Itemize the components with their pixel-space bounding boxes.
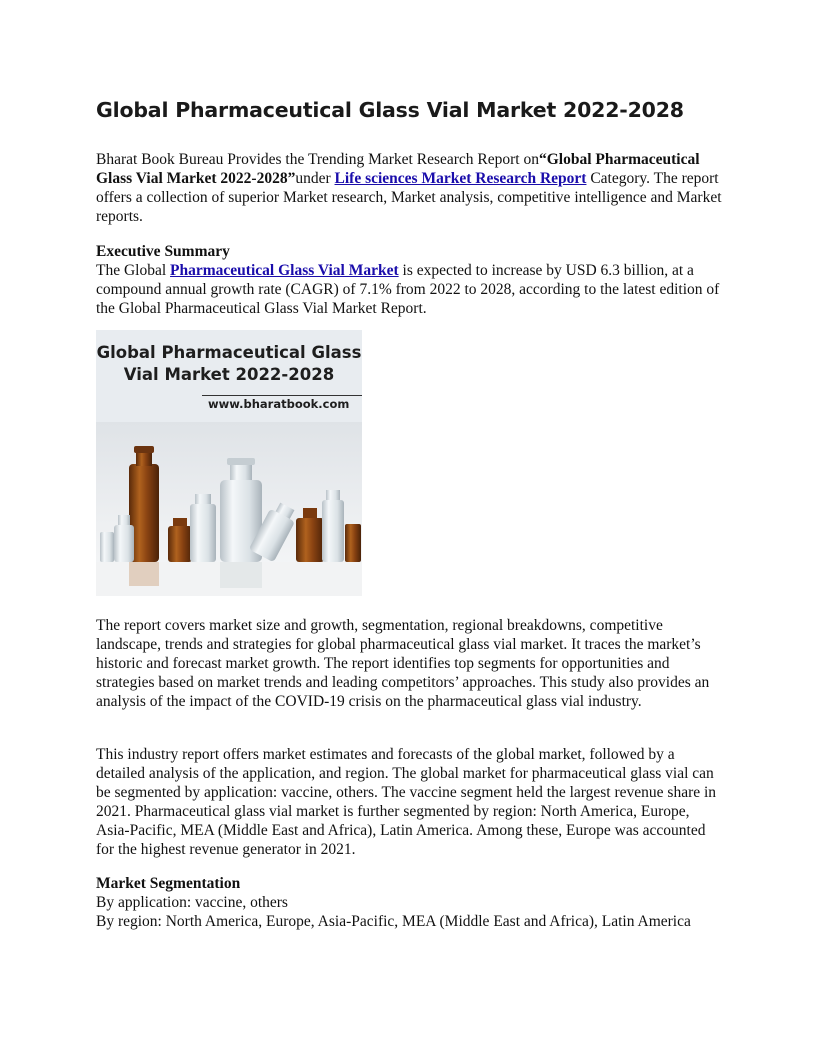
executive-summary-heading: Executive Summary bbox=[96, 243, 230, 260]
report-title-bold: “Global Pharmaceutical Glass Vial Market 2022-2028” bbox=[96, 151, 700, 187]
promo-title-line-1: Global Pharmaceutical Glass bbox=[96, 343, 362, 362]
amber-vial-far-right bbox=[345, 524, 361, 562]
segmentation-region: By region: North America, Europe, Asia-Pacific, MEA (Middle East and Africa), Latin America bbox=[96, 913, 691, 930]
report-coverage-paragraph: The report covers market size and growth, segmentation, regional breakdowns, competitive landscape, trends and strategies for global pharmaceutical glass vial market. It traces the market’s historic and forecast market growth. The report identifies top segments for opportunities and strategies based on market trends and leading competitors’ approaches. This study also provides an analysis of the impact of the COVID-19 crisis on the pharmaceutical glass vial industry. bbox=[96, 617, 710, 710]
industry-report-paragraph: This industry report offers market estimates and forecasts of the global market, followed by a detailed analysis of the application, and region. The global market for pharmaceutical glass vial can be segmented by application: vaccine, others. The vaccine segment held the largest revenue share in 2021. Pharmaceutical glass vial market is further segmented by region: North America, Europe, Asia-Pacific, MEA (Middle East and Africa), Latin America. Among these, Europe was accounted for the highest revenue generator in 2021. bbox=[96, 746, 717, 858]
promo-title bbox=[96, 342, 362, 386]
life-sciences-link[interactable]: Life sciences Market Research Report bbox=[334, 170, 587, 187]
clear-vial-medium bbox=[190, 494, 216, 562]
amber-vial-tall bbox=[129, 446, 159, 586]
market-segmentation-heading: Market Segmentation bbox=[96, 875, 241, 892]
intro-text-3: Category. The report offers a collection of superior Market research, Market analysis, competitive intelligence and Market reports. bbox=[96, 170, 722, 225]
intro-paragraph bbox=[96, 150, 722, 226]
intro-text: Bharat Book Bureau Provides the Trending Market Research Report on bbox=[96, 151, 539, 168]
segmentation-application: By application: vaccine, others bbox=[96, 894, 288, 911]
promo-divider bbox=[202, 395, 362, 396]
clear-vial-right-tall bbox=[322, 490, 344, 562]
intro-text-2: under bbox=[295, 170, 335, 187]
promo-url: www.bharatbook.com bbox=[208, 397, 350, 411]
glass-vials-photo bbox=[96, 422, 362, 596]
page-title: Global Pharmaceutical Glass Vial Market 2022-2028 bbox=[96, 98, 684, 122]
clear-vial-far-left bbox=[100, 532, 114, 562]
promo-image bbox=[96, 330, 362, 596]
promo-title-line-2: Vial Market 2022-2028 bbox=[123, 365, 335, 384]
market-segmentation bbox=[96, 874, 722, 931]
pharmaceutical-glass-vial-link[interactable]: Pharmaceutical Glass Vial Market bbox=[170, 262, 399, 279]
exec-text: The Global bbox=[96, 262, 171, 279]
executive-summary bbox=[96, 242, 722, 318]
exec-text-2: is expected to increase by USD 6.3 billion, at a compound annual growth rate (CAGR) of 7.1% from 2022 to 2028, according to the latest edition of the Global Pharmaceutical Glass Vial Market Report. bbox=[96, 262, 720, 317]
